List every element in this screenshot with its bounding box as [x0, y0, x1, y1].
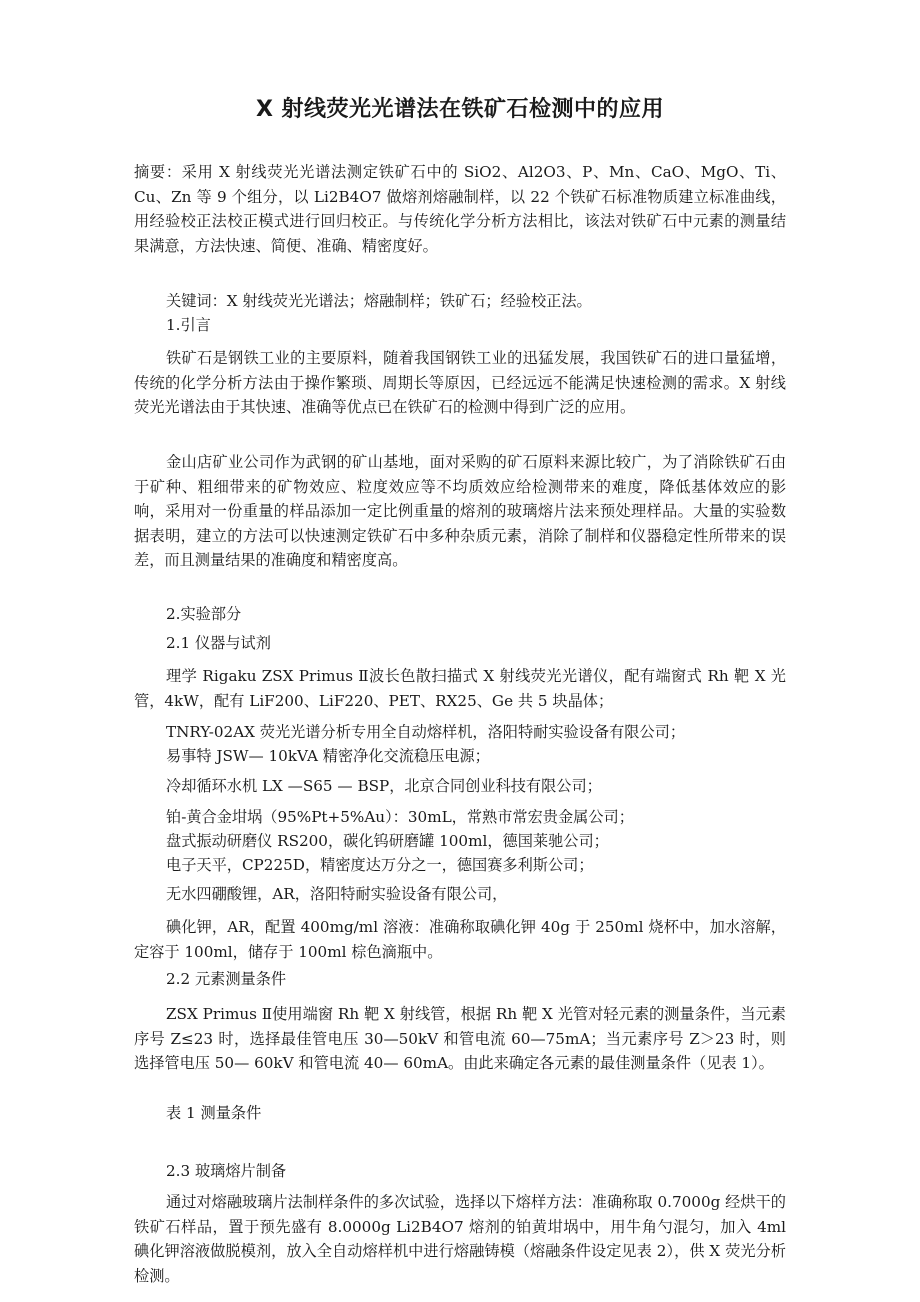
instrument-item-2: TNRY-02AX 荧光光谱分析专用全自动熔样机，洛阳特耐实验设备有限公司； — [166, 723, 686, 741]
section-1-paragraph-2: 金山店矿业公司作为武钢的矿山基地，面对采购的矿石原料来源比较广，为了消除铁矿石由于矿种、粗细带来的矿物效应、粒度效应等不均质效应给检测带来的难度，降低基体效应的影响，采用对一份重量的样品添加一定比例重量的熔剂的玻璃熔片法来预处理样品。大量的实验数据表明，建立的方法可以快速测定铁矿石中多种杂质元素，消除了制样和仪器稳定性所带来的误差，而且测量结果的准确度和精密度高。 — [134, 453, 786, 569]
instrument-item-7: 电子天平，CP225D，精密度达万分之一，德国赛多利斯公司； — [166, 856, 594, 874]
instrument-item-5: 铂-黄合金坩埚（95%Pt+5%Au）：30mL，常熟市常宏贵金属公司； — [166, 808, 634, 826]
section-2-3-heading: 2.3 玻璃熔片制备 — [166, 1162, 287, 1180]
section-1-paragraph-1: 铁矿石是钢铁工业的主要原料，随着我国钢铁工业的迅猛发展，我国铁矿石的进口量猛增，传统的化学分析方法由于操作繁琐、周期长等原因，已经远远不能满足快速检测的需求。X 射线荧光光谱法由于其快速、准确等优点已在铁矿石的检测中得到广泛的应用。 — [134, 349, 786, 416]
abstract-paragraph: 摘要：采用 X 射线荧光光谱法测定铁矿石中的 SiO2、Al2O3、P、Mn、CaO、MgO、Ti、Cu、Zn 等 9 个组分，以 Li2B4O7 做熔剂熔融制样，以 22 个铁矿石标准物质建立标准曲线，用经验校正法校正模式进行回归校正。与传统化学分析方法相比，该法对铁矿石中元素的测量结果满意，方法快速、简便、准确、精密度好。 — [134, 163, 786, 255]
instrument-item-6: 盘式振动研磨仪 RS200，碳化钨研磨罐 100ml，德国莱驰公司； — [166, 832, 609, 850]
section-1-heading: 1.引言 — [166, 316, 211, 334]
instrument-item-4: 冷却循环水机 LX —S65 — BSP，北京合同创业科技有限公司； — [166, 777, 602, 795]
keywords-line: 关键词：X 射线荧光光谱法；熔融制样；铁矿石；经验校正法。 — [166, 292, 592, 310]
section-2-2-paragraph: ZSX Primus Ⅱ使用端窗 Rh 靶 X 射线管，根据 Rh 靶 X 光管对轻元素的测量条件，当元素序号 Z≤23 时，选择最佳管电压 30—50kV 和管电流 60—75mA；当元素序号 Z＞23 时，则选择管电压 50— 60kV 和管电流 40— 60mA。由此来确定各元素的最佳测量条件（见表 1）。 — [134, 1005, 786, 1072]
instrument-item-8: 无水四硼酸锂，AR，洛阳特耐实验设备有限公司， — [166, 885, 508, 903]
section-2-3-paragraph: 通过对熔融玻璃片法制样条件的多次试验，选择以下熔样方法：准确称取 0.7000g 经烘干的铁矿石样品，置于预先盛有 8.0000g Li2B4O7 熔剂的铂黄坩埚中，用牛角勺混匀，加入 4ml 碘化钾溶液做脱模剂，放入全自动熔样机中进行熔融铸模（熔融条件设定见表 2），供 X 荧光分析检测。 — [134, 1193, 786, 1285]
instrument-item-1: 理学 Rigaku ZSX Primus Ⅱ波长色散扫描式 X 射线荧光光谱仪，配有端窗式 Rh 靶 X 光管，4kW，配有 LiF200、LiF220、PET、RX25、Ge 共 5 块晶体； — [134, 667, 786, 710]
section-2-1-heading: 2.1 仪器与试剂 — [166, 634, 271, 652]
section-2-heading: 2.实验部分 — [166, 605, 242, 623]
instrument-item-9: 碘化钾，AR，配置 400mg/ml 溶液：准确称取碘化钾 40g 于 250ml 烧杯中，加水溶解，定容于 100ml，储存于 100ml 棕色滴瓶中。 — [134, 918, 786, 961]
table-1-caption: 表 1 测量条件 — [166, 1104, 262, 1122]
document-title: X 射线荧光光谱法在铁矿石检测中的应用 — [255, 97, 665, 122]
section-2-2-heading: 2.2 元素测量条件 — [166, 970, 287, 988]
instrument-item-3: 易事特 JSW— 10kVA 精密净化交流稳压电源； — [166, 747, 490, 765]
